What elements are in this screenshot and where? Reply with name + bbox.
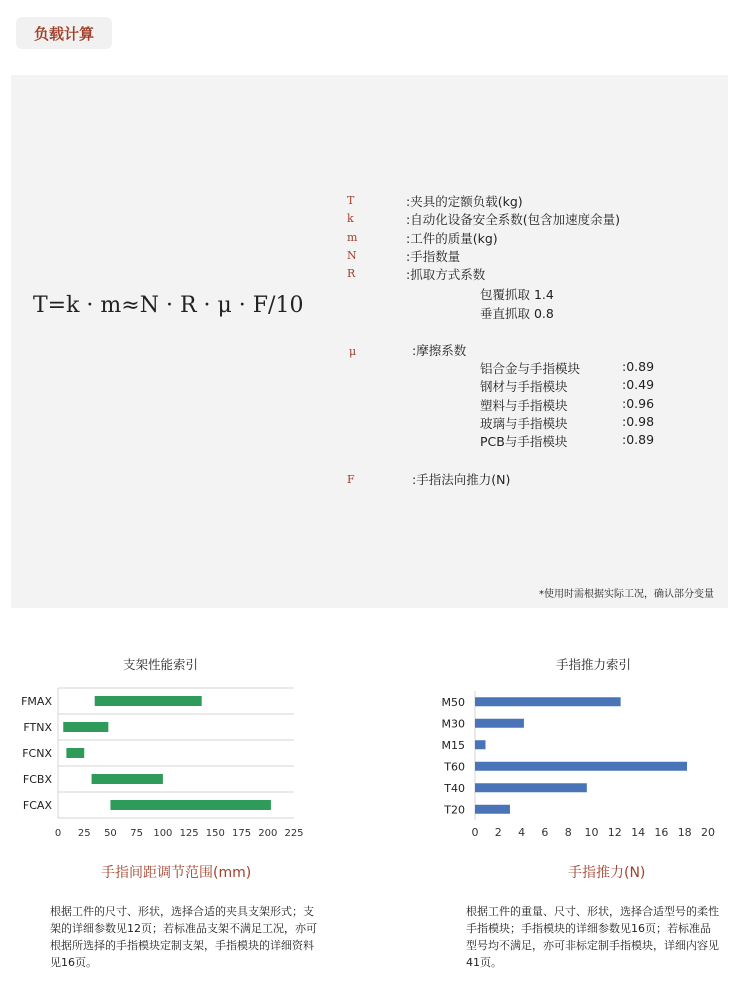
force-bar-m15 bbox=[475, 740, 485, 749]
category-label-t60: T60 bbox=[444, 760, 465, 774]
x-tick-label: 4 bbox=[518, 826, 526, 839]
x-tick-label: 25 bbox=[77, 828, 91, 839]
definition-r: :抓取方式系数 bbox=[406, 267, 486, 282]
mu-value-pcb: :0.89 bbox=[622, 432, 655, 447]
x-tick-label: 20 bbox=[701, 826, 715, 839]
symbol-m: m bbox=[347, 231, 358, 244]
category-label-ftnx: FTNX bbox=[23, 721, 52, 734]
symbol-f: F bbox=[347, 473, 355, 486]
symbol-n: N bbox=[347, 249, 357, 262]
x-tick-label: 2 bbox=[494, 826, 502, 839]
x-tick-label: 200 bbox=[258, 828, 278, 839]
x-tick-label: 150 bbox=[205, 828, 225, 839]
bracket-chart-xlabel: 手指间距调节范围(mm) bbox=[101, 865, 252, 881]
force-bar-m30 bbox=[475, 719, 524, 728]
force-bar-t60 bbox=[475, 762, 687, 771]
category-label-fcnx: FCNX bbox=[22, 747, 52, 760]
symbol-mu: μ bbox=[349, 345, 357, 358]
section-title: 负载计算 bbox=[16, 17, 112, 49]
force-bar-t40 bbox=[475, 783, 587, 792]
category-label-fmax: FMAX bbox=[21, 695, 52, 708]
definition-m: :工件的质量(kg) bbox=[406, 231, 498, 246]
x-tick-label: 225 bbox=[284, 828, 304, 839]
force-chart-xlabel: 手指推力(N) bbox=[568, 865, 646, 881]
category-label-m50: M50 bbox=[441, 695, 465, 709]
mu-label-steel: 钢材与手指模块 bbox=[480, 379, 568, 394]
symbol-r: R bbox=[347, 267, 356, 280]
x-tick-label: 175 bbox=[232, 828, 252, 839]
x-tick-label: 18 bbox=[677, 826, 692, 839]
category-label-m15: M15 bbox=[441, 738, 465, 752]
r-option-wrap: 包覆抓取 1.4 bbox=[480, 287, 554, 302]
x-tick-label: 125 bbox=[179, 828, 199, 839]
force-bar-m50 bbox=[475, 697, 621, 706]
category-label-m30: M30 bbox=[441, 717, 465, 731]
x-tick-label: 16 bbox=[654, 826, 669, 839]
mu-label-aluminum: 铝合金与手指模块 bbox=[480, 361, 581, 376]
x-tick-label: 14 bbox=[631, 826, 646, 839]
category-label-t40: T40 bbox=[444, 781, 465, 795]
definition-f: :手指法向推力(N) bbox=[412, 472, 511, 487]
x-tick-label: 6 bbox=[541, 826, 549, 839]
category-label-fcbx: FCBX bbox=[22, 773, 52, 786]
definition-mu: :摩擦系数 bbox=[412, 343, 467, 358]
symbol-k: k bbox=[347, 212, 354, 225]
usage-note: *使用时需根据实际工况，确认部分变量 bbox=[539, 589, 714, 600]
force-bar-t20 bbox=[475, 805, 510, 814]
mu-value-glass: :0.98 bbox=[622, 414, 655, 429]
definition-n: :手指数量 bbox=[406, 249, 461, 264]
x-tick-label: 8 bbox=[564, 826, 572, 839]
x-tick-label: 12 bbox=[607, 826, 622, 839]
category-label-t20: T20 bbox=[444, 803, 465, 817]
x-tick-label: 100 bbox=[153, 828, 173, 839]
mu-label-pcb: PCB与手指模块 bbox=[480, 434, 568, 449]
definition-k: :自动化设备安全系数(包含加速度余量) bbox=[406, 212, 620, 227]
mu-value-steel: :0.49 bbox=[622, 377, 655, 392]
bracket-chart-title: 支架性能索引 bbox=[123, 657, 199, 672]
x-tick-label: 10 bbox=[584, 826, 599, 839]
category-label-fcax: FCAX bbox=[22, 799, 52, 812]
x-tick-label: 0 bbox=[54, 828, 62, 839]
r-option-vertical: 垂直抓取 0.8 bbox=[480, 306, 554, 321]
mu-value-aluminum: :0.89 bbox=[622, 359, 655, 374]
load-formula: T=k · m≈N · R · μ · F/10 bbox=[33, 293, 304, 318]
symbol-t: T bbox=[347, 194, 355, 207]
mu-label-plastic: 塑料与手指模块 bbox=[480, 398, 568, 413]
definition-t: :夹具的定额负载(kg) bbox=[406, 194, 523, 209]
x-tick-label: 50 bbox=[104, 828, 117, 839]
bracket-caption: 根据工件的尺寸、形状，选择合适的夹具支架形式；支架的详细参数见12页；若标准品支架不满足工况，亦可根据所选择的手指模块定制支架，手指模块的详细资料见16页。 bbox=[50, 905, 317, 969]
force-caption: 根据工件的重量、尺寸、形状，选择合适型号的柔性手指模块；手指模块的详细参数见16页；若标准品型号均不满足，亦可非标定制手指模块，详细内容见41页。 bbox=[466, 905, 719, 969]
x-tick-label: 0 bbox=[471, 826, 479, 839]
x-tick-label: 75 bbox=[130, 828, 144, 839]
mu-value-plastic: :0.96 bbox=[622, 396, 655, 411]
force-chart-title: 手指推力索引 bbox=[556, 657, 632, 672]
mu-label-glass: 玻璃与手指模块 bbox=[480, 416, 568, 431]
